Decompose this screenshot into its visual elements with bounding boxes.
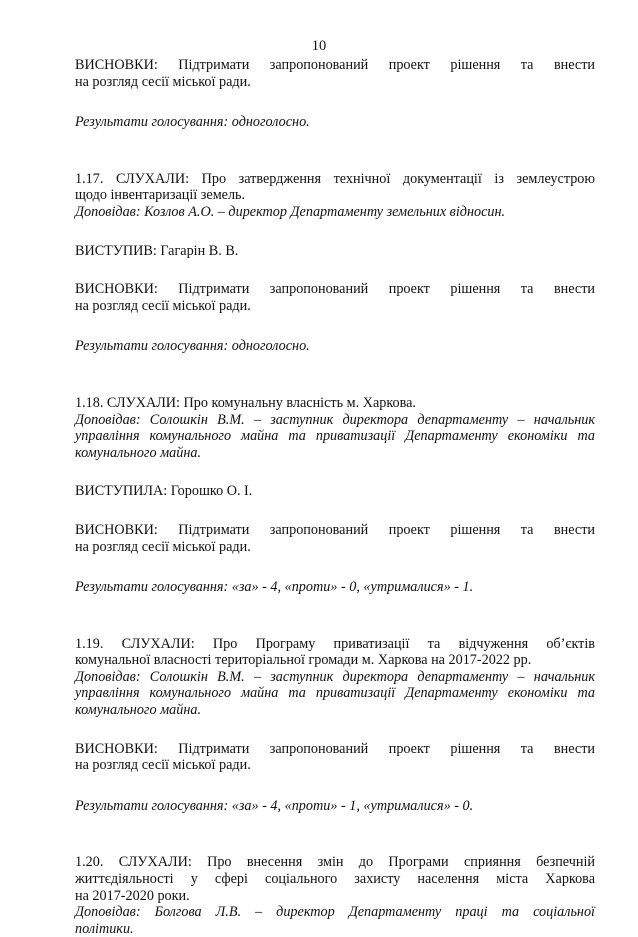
agenda-item-1-20 — [75, 854, 595, 904]
speech-line: ВИСТУПИЛА: Горошко О. І. — [75, 483, 253, 500]
document-body — [75, 57, 595, 937]
agenda-item-1-18: 1.18. СЛУХАЛИ: Про комунальну власність м. Харкова. — [75, 394, 416, 411]
voting-result: Результати голосування: одноголосно. — [75, 338, 310, 355]
text-line: управління комунального майна та приватизації Департаменту економіки та — [75, 685, 595, 702]
conclusions-paragraph — [75, 522, 595, 555]
text-line: 1.19. СЛУХАЛИ: Про Програму приватизації та відчуження об’єктів — [75, 635, 595, 652]
text-line: комунального майна. — [75, 444, 202, 461]
voting-result: Результати голосування: «за» - 4, «проти» - 1, «утрималися» - 0. — [75, 797, 474, 814]
text-line: ВИСНОВКИ: Підтримати запропонований проект рішення та внести — [75, 521, 595, 538]
text-line: на розгляд сесії міської ради. — [75, 757, 251, 774]
text-line: Доповідав: Солошкін В.М. – заступник директора департаменту – начальник — [75, 668, 595, 685]
text-line: ВИСНОВКИ: Підтримати запропонований проект рішення та внести — [75, 57, 595, 73]
text-line: 1.20. СЛУХАЛИ: Про внесення змін до Програми сприяння безпечній — [75, 854, 595, 871]
speaker-line: Доповідав: Козлов А.О. – директор Департаменту земельних відносин. — [75, 203, 506, 220]
text-line: щодо інвентаризації земель. — [75, 187, 246, 204]
conclusions-paragraph — [75, 57, 595, 90]
text-line: політики. — [75, 920, 134, 937]
voting-result: Результати голосування: «за» - 4, «проти» - 0, «утрималися» - 1. — [75, 579, 474, 596]
speech-line: ВИСТУПИВ: Гагарін В. В. — [75, 242, 239, 259]
text-line: ВИСНОВКИ: Підтримати запропонований проект рішення та внести — [75, 740, 595, 757]
page-number: 10 — [311, 38, 327, 54]
text-line: 1.17. СЛУХАЛИ: Про затвердження технічної документації із землеустрою — [75, 170, 595, 187]
text-line: Доповідав: Болгова Л.В. – директор Департаменту праці та соціальної — [75, 904, 595, 921]
text-line: життєдіяльності у сфері соціального захисту населення міста Харкова — [75, 871, 595, 888]
text-line: на розгляд сесії міської ради. — [75, 538, 251, 555]
conclusions-paragraph — [75, 281, 595, 314]
text-line: на розгляд сесії міської ради. — [75, 297, 251, 314]
text-line: комунального майна. — [75, 702, 202, 719]
text-line: Доповідав: Солошкін В.М. – заступник директора департаменту – начальник — [75, 411, 595, 428]
agenda-item-1-19 — [75, 636, 595, 669]
voting-result: Результати голосування: одноголосно. — [75, 114, 310, 131]
conclusions-paragraph — [75, 741, 595, 774]
text-line: комунальної власності територіальної громади м. Харкова на 2017-2022 рр. — [75, 652, 532, 669]
text-line: управління комунального майна та приватизації Департаменту економіки та — [75, 428, 595, 445]
text-line: на 2017-2020 роки. — [75, 887, 190, 904]
text-line: на розгляд сесії міської ради. — [75, 73, 251, 90]
text-line: ВИСНОВКИ: Підтримати запропонований проект рішення та внести — [75, 281, 595, 298]
speaker-paragraph — [75, 904, 595, 937]
speaker-paragraph — [75, 669, 595, 719]
speaker-paragraph — [75, 412, 595, 462]
agenda-item-1-17 — [75, 171, 595, 204]
